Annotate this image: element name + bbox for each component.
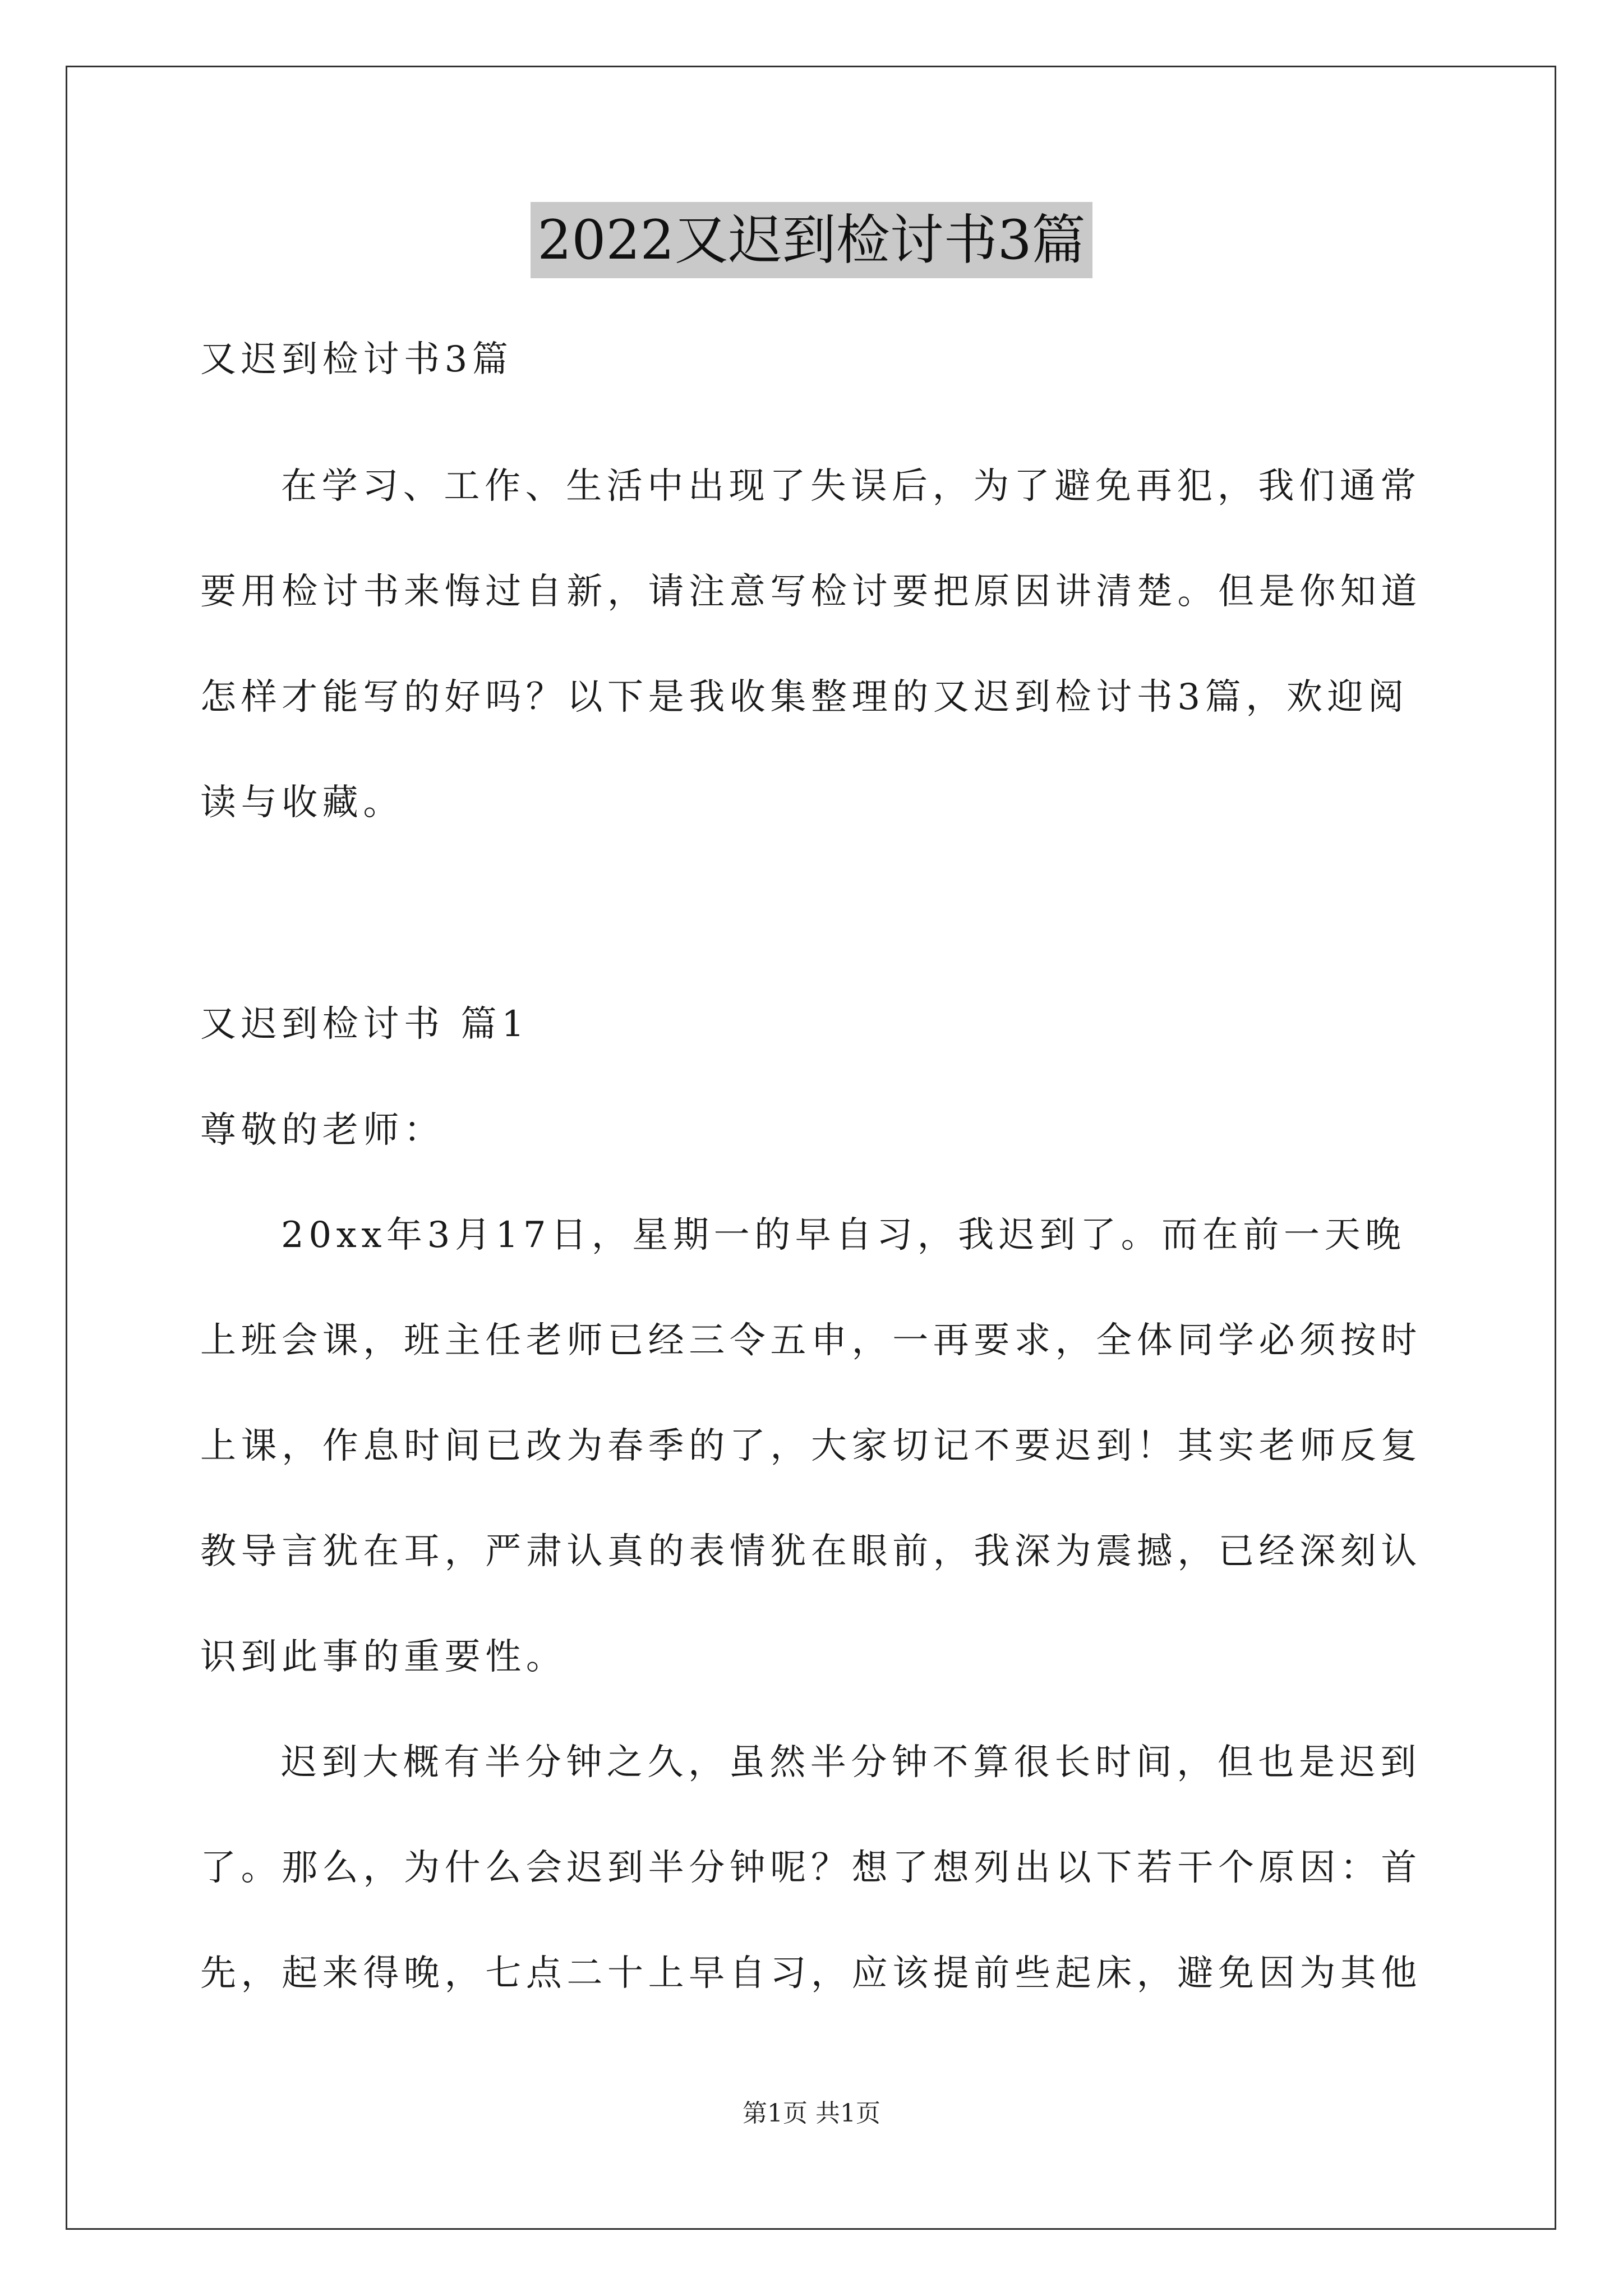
para1-line-2: 上班会课，班主任老师已经三令五申，一再要求，全体同学必须按时 — [200, 1320, 1422, 1361]
intro-line-4: 读与收藏。 — [200, 782, 404, 823]
document-subtitle: 又迟到检讨书3篇 — [200, 339, 513, 380]
page-footer: 第1页 共1页 — [743, 2099, 880, 2128]
intro-line-1: 在学习、工作、生活中出现了失误后，为了避免再犯，我们通常 — [281, 466, 1421, 507]
para1-line-1: 20xx年3月17日，星期一的早自习，我迟到了。而在前一天晚 — [281, 1214, 1406, 1256]
intro-line-3: 怎样才能写的好吗？以下是我收集整理的又迟到检讨书3篇，欢迎阅 — [200, 677, 1409, 718]
intro-line-2: 要用检讨书来悔过自新，请注意写检讨要把原因讲清楚。但是你知道 — [200, 571, 1422, 613]
para2-line-1: 迟到大概有半分钟之久，虽然半分钟不算很长时间，但也是迟到 — [281, 1742, 1421, 1783]
para2-line-2: 了。那么，为什么会迟到半分钟呢？想了想列出以下若干个原因：首 — [200, 1847, 1422, 1889]
document-title: 2022又迟到检讨书3篇 — [531, 202, 1092, 278]
title-wrapper — [0, 202, 1623, 278]
para1-line-5: 识到此事的重要性。 — [200, 1636, 567, 1678]
para2-line-3: 先，起来得晚，七点二十上早自习，应该提前些起床，避免因为其他 — [200, 1953, 1422, 1994]
para1-line-4: 教导言犹在耳，严肃认真的表情犹在眼前，我深为震撼，已经深刻认 — [200, 1531, 1422, 1572]
salutation: 尊敬的老师： — [200, 1110, 445, 1151]
section-heading: 又迟到检讨书 篇1 — [200, 1004, 529, 1045]
para1-line-3: 上课，作息时间已改为春季的了，大家切记不要迟到！其实老师反复 — [200, 1425, 1422, 1467]
